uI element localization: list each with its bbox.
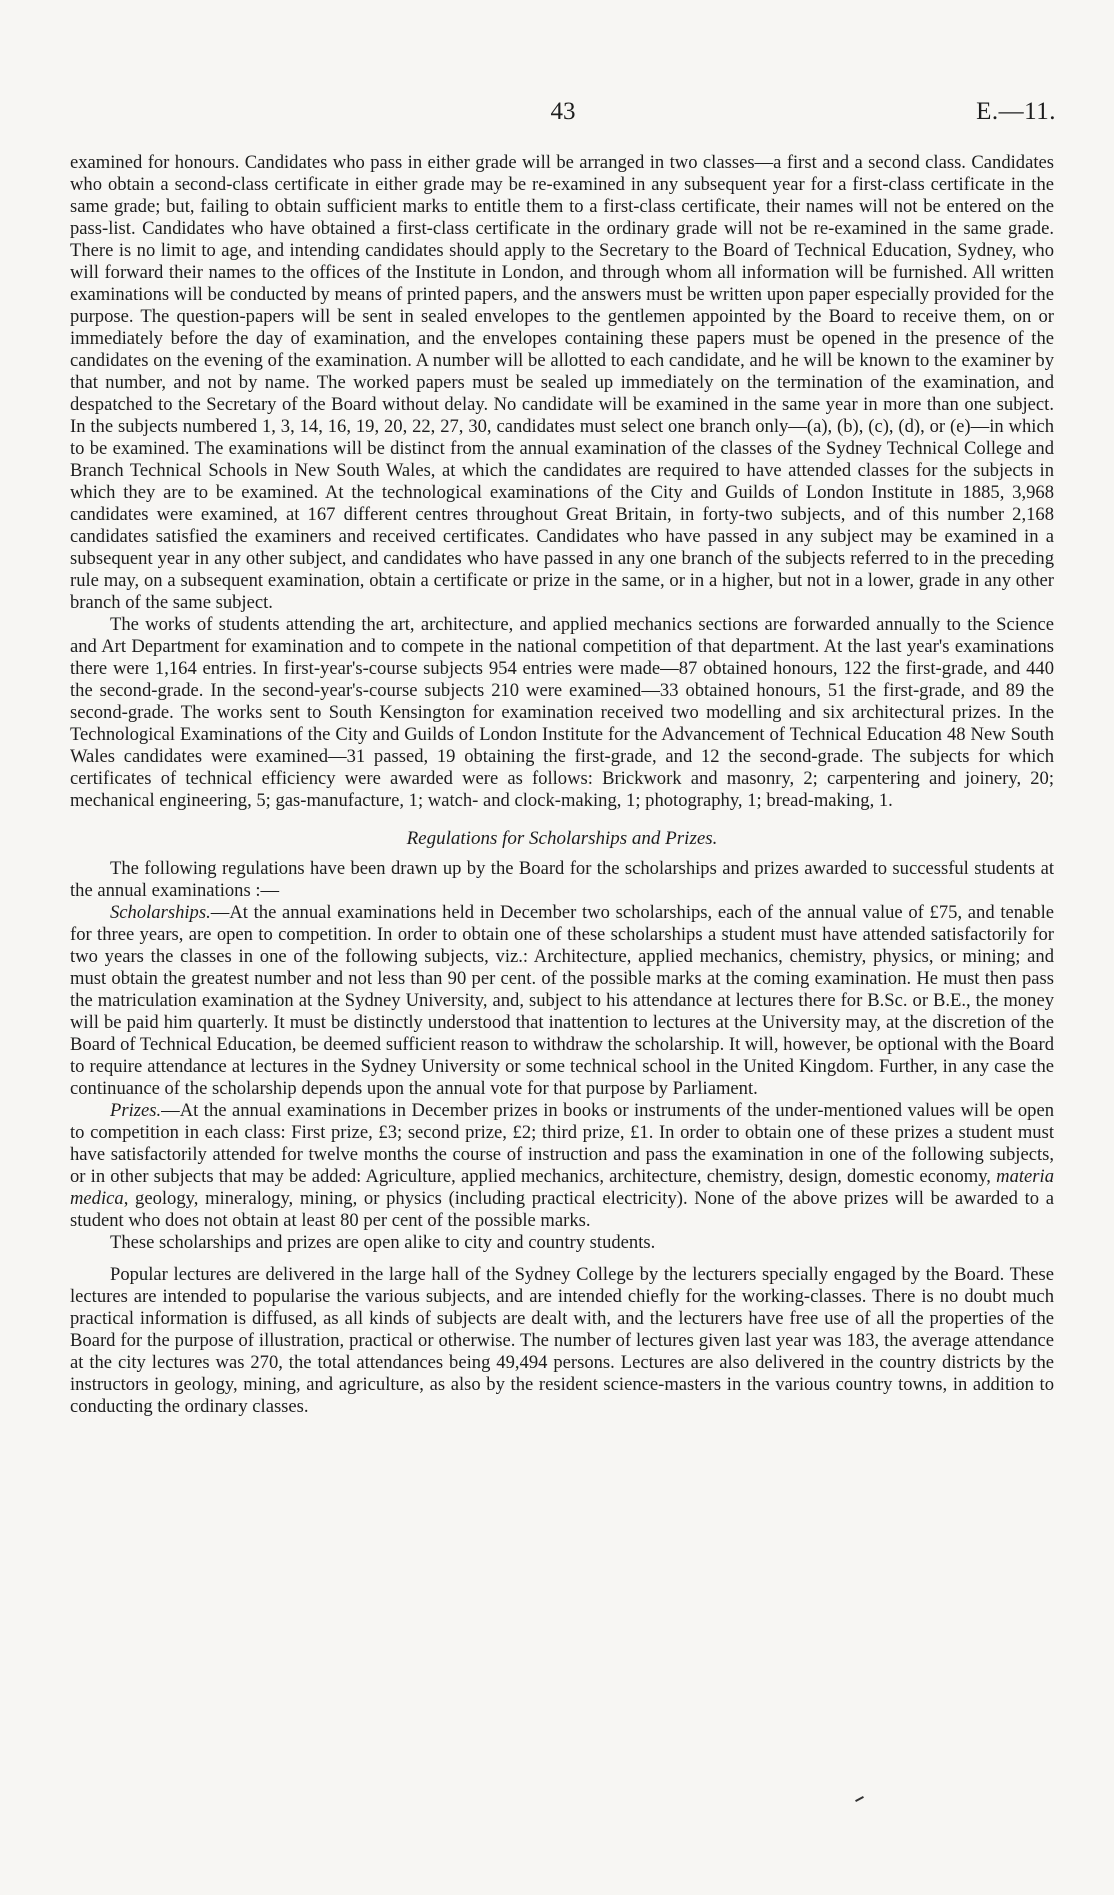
section-heading: Regulations for Scholarships and Prizes. bbox=[406, 828, 718, 849]
body-text bbox=[70, 152, 1054, 1418]
paragraph-scholarships bbox=[70, 902, 1054, 1100]
report-code: E.—11. bbox=[976, 98, 1056, 125]
running-head bbox=[70, 98, 1056, 138]
paragraph-regulations-intro: The following regulations have been drawn up by the Board for the scholarships and prizes awarded to successful students at the annual examinations :— bbox=[70, 858, 1054, 901]
paragraph-prizes bbox=[70, 1100, 1054, 1232]
prizes-text-b: , geology, mineralogy, mining, or physics (including practical electricity). None of the above prizes will be awarded to a student who does not obtain at least 80 per cent of the possible marks. bbox=[70, 1188, 1054, 1231]
prizes-text-a: —At the annual examinations in December prizes in books or instruments of the under-mentioned values will be open to competition in each class: First prize, £3; second prize, £2; third prize, £1. In order to obtain one of these prizes a student must have satisfactorily attended for twelve months the course of instruction and pass the examination in one of the following subjects, or in other subjects that may be added: Agriculture, applied mechanics, architecture, chemistry, design, domestic economy, bbox=[70, 1100, 1054, 1187]
paragraph-city-country: These scholarships and prizes are open alike to city and country students. bbox=[110, 1232, 656, 1253]
paragraph-student-works: The works of students attending the art, architecture, and applied mechanics sections are forwarded annually to the Science and Art Department for examination and to compete in the national competition of that department. At the last year's examinations there were 1,164 entries. In first-year's-course subjects 954 entries were made—87 obtained honours, 122 the first-grade, and 440 the second-grade. In the second-year's-course subjects 210 were examined—33 obtained honours, 51 the first-grade, and 89 the second-grade. The works sent to South Kensington for examination received two modelling and six architectural prizes. In the Technological Examinations of the City and Guilds of London Institute for the Advancement of Technical Education 48 New South Wales candidates were examined—31 passed, 19 obtaining the first-grade, and 12 the second-grade. The subjects for which certificates of technical efficiency were awarded were as follows: Brickwork and masonry, 2; carpentering and joinery, 20; mechanical engineering, 5; gas-manufacture, 1; watch- and clock-making, 1; photography, 1; bread-making, 1. bbox=[70, 614, 1054, 811]
scholarships-text: —At the annual examinations held in December two scholarships, each of the annual value of £75, and tenable for three years, are open to competition. In order to obtain one of these scholarships a student must have attended satisfactorily for two years the classes in one of the following subjects, viz.: Architecture, applied mechanics, chemistry, physics, or mining; and must obtain the greatest number and not less than 90 per cent. of the possible marks at the coming examination. He must then pass the matriculation examination at the Sydney University, and, subject to his attendance at lectures there for B.Sc. or B.E., the money will be paid him quarterly. It must be distinctly understood that inattention to lectures at the University may, at the discretion of the Board of Technical Education, be deemed sufficient reason to withdraw the scholarship. It will, however, be optional with the Board to require attendance at lectures in the Sydney University or some technical school in the United Kingdom. Further, in any case the continuance of the scholarship depends upon the annual vote for that purpose by Parliament. bbox=[70, 902, 1055, 1099]
prizes-lead: Prizes. bbox=[110, 1100, 162, 1121]
prizes-italic-term: materia medica bbox=[70, 1166, 1054, 1209]
stray-ink-mark bbox=[855, 1796, 864, 1802]
paragraph-examination-rules: examined for honours. Candidates who pass in either grade will be arranged in two classes—a first and a second class. Candidates who obtain a second-class certificate in either grade may be re-examined in any subsequent year for a first-class certificate in the same grade; but, failing to obtain sufficient marks to entitle them to a first-class certificate, their names will not be entered on the pass-list. Candidates who have obtained a first-class certificate in the ordinary grade will not be re-examined in the same grade. There is no limit to age, and intending candidates should apply to the Secretary to the Board of Technical Education, Sydney, who will forward their names to the offices of the Institute in London, and through whom all information will be furnished. All written examinations will be conducted by means of printed papers, and the answers must be written upon paper especially provided for the purpose. The question-papers will be sent in sealed envelopes to the gentlemen appointed by the Board to receive them, on or immediately before the day of examination, and the envelopes containing these papers must be opened in the presence of the candidates on the evening of the examination. A number will be allotted to each candidate, and he will be known to the examiner by that number, and not by name. The worked papers must be sealed up immediately on the termination of the examination, and despatched to the Secretary of the Board without delay. No candidate will be examined in the same year in more than one subject. In the subjects numbered 1, 3, 14, 16, 19, 20, 22, 27, 30, candidates must select one branch only—(a), (b), (c), (d), or (e)—in which to be examined. The examinations will be distinct from the annual examination of the classes of the Sydney Technical College and Branch Technical Schools in New South Wales, at which the candidates are required to have attended classes for the subjects in which they are to be examined. At the technological examinations of the City and Guilds of London Institute in 1885, 3,968 candidates were examined, at 167 different centres throughout Great Britain, in forty-two subjects, and of this number 2,168 candidates satisfied the examiners and received certificates. Candidates who have passed in any subject may be examined in a subsequent year in any other subject, and candidates who have passed in any one branch of the subjects referred to in the preceding rule may, on a subsequent examination, obtain a certificate or prize in the same, or in a higher, but not in a lower, grade in any other branch of the same subject. bbox=[70, 152, 1054, 613]
scholarships-lead: Scholarships. bbox=[110, 902, 211, 923]
page-number: 43 bbox=[550, 98, 576, 125]
paragraph-popular-lectures: Popular lectures are delivered in the large hall of the Sydney College by the lecturers specially engaged by the Board. These lectures are intended to popularise the various subjects, and are intended chiefly for the working-classes. There is no doubt much practical information is diffused, as all kinds of subjects are dealt with, and the lecturers have free use of all the properties of the Board for the purpose of illustration, practical or otherwise. The number of lectures given last year was 183, the average attendance at the city lectures was 270, the total attendances being 49,494 persons. Lectures are also delivered in the country districts by the instructors in geology, mining, and agriculture, as also by the resident science-masters in the various country towns, in addition to conducting the ordinary classes. bbox=[70, 1264, 1054, 1417]
